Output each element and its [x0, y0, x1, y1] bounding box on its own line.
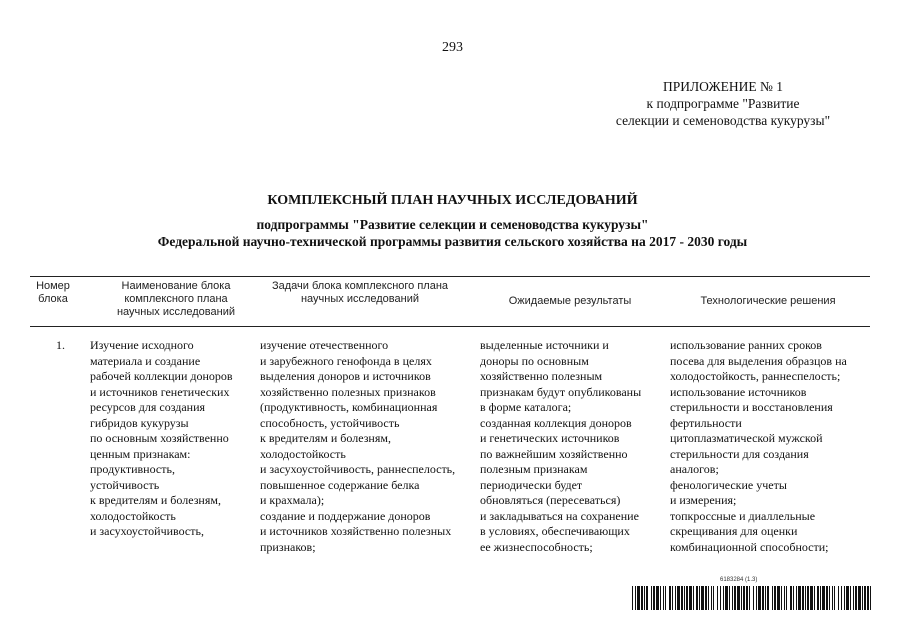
cell-line: доноры по основным — [480, 353, 589, 368]
cell-line: комбинационной способности; — [670, 539, 829, 554]
cell-line: холодостойкость, раннеспелость; — [670, 369, 841, 383]
cell-line: обновляться (пересеваться) — [480, 493, 621, 507]
cell-results — [480, 338, 670, 555]
appendix-block — [560, 78, 886, 129]
cell-line: изучение отечественного — [260, 338, 389, 352]
cell-line: создание и поддержание доноров — [260, 508, 431, 523]
page-number: 293 — [442, 40, 463, 55]
cell-line: рабочей коллекции доноров — [90, 369, 233, 383]
header-solutions — [668, 295, 868, 308]
cell-line: устойчивость — [90, 477, 160, 492]
cell-line: и закладываться на сохранение — [480, 508, 639, 523]
cell-line: продуктивность, — [90, 462, 175, 476]
cell-line: ее жизнеспособность; — [480, 539, 593, 554]
cell-line: использование ранних сроков — [670, 338, 822, 352]
barcode-caption: 6183284 (1.3) — [720, 577, 758, 583]
cell-line: по важнейшим хозяйственно — [480, 446, 628, 461]
appendix-line: ПРИЛОЖЕНИЕ № 1 — [662, 79, 784, 94]
cell-line: и крахмала); — [260, 493, 325, 507]
cell-block-name — [90, 338, 260, 540]
cell-line: повышенное содержание белка — [260, 477, 420, 492]
document-title: КОМПЛЕКСНЫЙ ПЛАН НАУЧНЫХ ИССЛЕДОВАНИЙ — [267, 193, 638, 208]
subtitle-line-1: подпрограммы "Развитие селекции и семеноводства кукурузы" — [256, 217, 649, 232]
cell-line: скрещивания для оценки — [670, 524, 798, 538]
header-line: комплексного плана — [124, 293, 228, 305]
cell-line: стерильности для создания — [670, 446, 809, 461]
cell-line: топкроссные и диаллельные — [670, 508, 816, 523]
cell-line: ресурсов для создания — [90, 400, 206, 414]
barcode-icon — [632, 586, 872, 610]
header-line: Задачи блока комплексного плана — [271, 280, 449, 292]
cell-line: в условиях, обеспечивающих — [480, 524, 630, 538]
table-top-rule — [30, 276, 870, 277]
cell-line: и засухоустойчивость, — [90, 524, 204, 538]
header-block-name — [92, 280, 260, 319]
cell-solutions — [670, 338, 870, 555]
cell-line: признаков; — [260, 539, 316, 554]
cell-line: материала и создание — [90, 353, 201, 368]
appendix-line: к подпрограмме "Развитие — [646, 96, 800, 111]
cell-line: хозяйственно полезных признаков — [260, 384, 436, 399]
cell-line: способность, устойчивость — [260, 415, 400, 430]
cell-line: хозяйственно полезным — [480, 369, 603, 383]
header-line: научных исследований — [300, 293, 419, 305]
header-line: Наименование блока — [121, 280, 231, 292]
cell-line: признакам будут опубликованы — [480, 384, 642, 399]
cell-line: и засухоустойчивость, раннеспелость, — [260, 462, 456, 476]
header-line: блока — [38, 293, 68, 305]
cell-tasks — [260, 338, 470, 555]
cell-line: гибридов кукурузы — [90, 415, 189, 430]
cell-line: использование источников — [670, 384, 807, 399]
table-header-rule — [30, 326, 870, 327]
cell-line: посева для выделения образцов на — [670, 353, 847, 368]
cell-line: выделения доноров и источников — [260, 369, 431, 383]
header-line: Номер — [36, 280, 70, 292]
cell-line: Изучение исходного — [90, 338, 194, 352]
document-subtitle — [0, 216, 905, 250]
subtitle-line-2: Федеральной научно-технической программы развития сельского хозяйства на 2017 - 2030 годы — [157, 234, 748, 249]
header-line: Ожидаемые результаты — [508, 295, 632, 307]
cell-line: полезным признакам — [480, 462, 588, 476]
cell-line: и зарубежного генофонда в целях — [260, 353, 432, 368]
cell-line: и генетических источников — [480, 431, 620, 445]
header-line: Технологические решения — [700, 295, 836, 307]
cell-line: выделенные источники и — [480, 338, 609, 352]
appendix-line: селекции и семеноводства кукурузы" — [615, 113, 831, 128]
cell-line: аналогов; — [670, 462, 719, 476]
cell-line: и источников генетических — [90, 384, 230, 399]
cell-line: и источников хозяйственно полезных — [260, 524, 452, 538]
header-results — [475, 295, 665, 308]
cell-line: фенологические учеты — [670, 477, 787, 492]
cell-line: 1. — [56, 338, 65, 352]
header-tasks — [262, 280, 458, 306]
cell-line: к вредителям и болезням, — [90, 493, 221, 507]
cell-line: в форме каталога; — [480, 400, 572, 414]
cell-line: по основным хозяйственно — [90, 431, 229, 445]
row-number — [56, 338, 76, 354]
cell-line: цитоплазматической мужской — [670, 431, 823, 445]
cell-line: холодостойкость — [90, 508, 176, 523]
cell-line: ценным признакам: — [90, 446, 191, 461]
cell-line: и измерения; — [670, 493, 737, 507]
cell-line: к вредителям и болезням, — [260, 431, 391, 445]
cell-line: (продуктивность, комбинационная — [260, 400, 438, 414]
cell-line: периодически будет — [480, 477, 583, 492]
cell-line: созданная коллекция доноров — [480, 415, 632, 430]
cell-line: фертильности — [670, 415, 742, 430]
header-line: научных исследований — [116, 306, 235, 318]
header-block-number — [30, 280, 76, 306]
cell-line: стерильности и восстановления — [670, 400, 833, 414]
cell-line: холодостойкость — [260, 446, 346, 461]
